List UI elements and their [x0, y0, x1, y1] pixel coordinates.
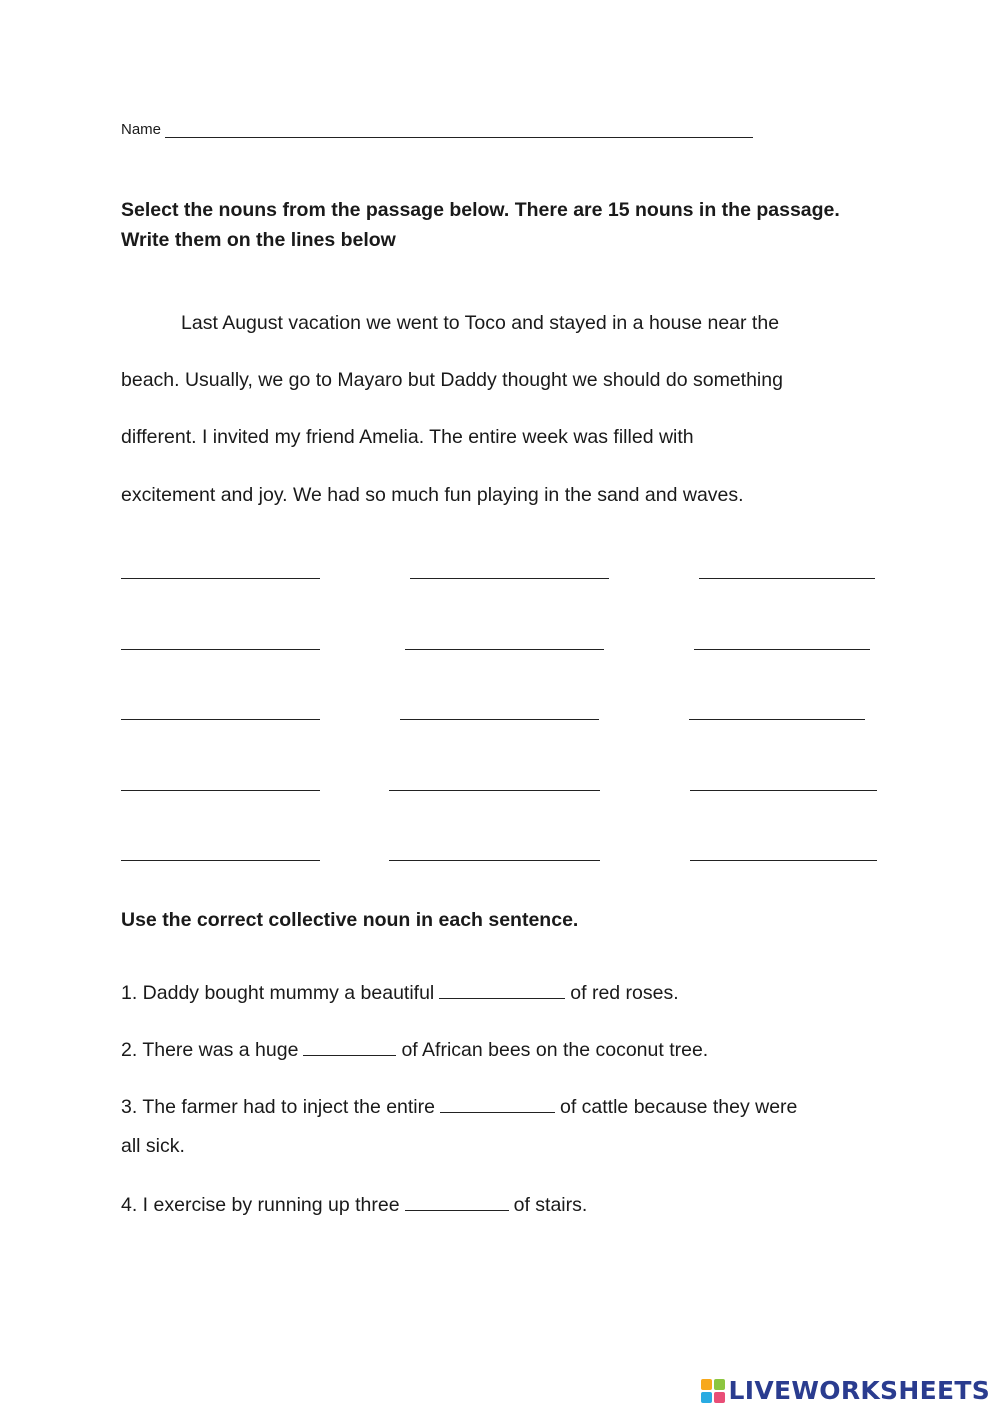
- collective-noun-heading: Use the correct collective noun in each sentence.: [121, 909, 579, 931]
- noun-answer-line[interactable]: [689, 719, 865, 720]
- name-row: [121, 121, 753, 138]
- passage-line-2: beach. Usually, we go to Mayaro but Daddy thought we should do something: [121, 369, 783, 391]
- liveworksheets-logo[interactable]: [701, 1376, 990, 1405]
- question-4-after: of stairs.: [513, 1194, 588, 1216]
- instruction-line-1: Select the nouns from the passage below. There are 15 nouns in the passage.: [121, 199, 840, 221]
- noun-answer-line[interactable]: [121, 578, 320, 579]
- question-4: [121, 1192, 587, 1217]
- passage-line-4: excitement and joy. We had so much fun playing in the sand and waves.: [121, 484, 744, 506]
- liveworksheets-logo-text: LIVEWORKSHEETS: [728, 1376, 990, 1405]
- question-4-blank[interactable]: [405, 1192, 509, 1211]
- question-2-blank[interactable]: [303, 1037, 396, 1056]
- name-label: Name: [121, 121, 162, 138]
- noun-answer-line[interactable]: [389, 790, 600, 791]
- question-1-blank[interactable]: [439, 980, 565, 999]
- noun-answer-line[interactable]: [400, 719, 599, 720]
- question-3-after: of cattle because they were: [559, 1096, 798, 1118]
- question-3: [121, 1094, 797, 1119]
- noun-answer-line[interactable]: [405, 649, 604, 650]
- question-4-before: 4. I exercise by running up three: [121, 1194, 400, 1216]
- noun-answer-line[interactable]: [389, 860, 600, 861]
- passage-line-3: different. I invited my friend Amelia. The entire week was filled with: [121, 426, 694, 448]
- noun-answer-line[interactable]: [121, 860, 320, 861]
- question-1-before: 1. Daddy bought mummy a beautiful: [121, 982, 435, 1004]
- question-3-before: 3. The farmer had to inject the entire: [121, 1096, 435, 1118]
- liveworksheets-logo-icon: [701, 1379, 725, 1403]
- noun-answer-line[interactable]: [690, 790, 877, 791]
- name-input-line[interactable]: [165, 123, 753, 138]
- question-1: [121, 980, 679, 1005]
- noun-answer-line[interactable]: [121, 719, 320, 720]
- noun-answer-line[interactable]: [694, 649, 870, 650]
- noun-answer-line[interactable]: [410, 578, 609, 579]
- passage-line-1: Last August vacation we went to Toco and stayed in a house near the: [181, 312, 780, 334]
- noun-answer-line[interactable]: [699, 578, 875, 579]
- question-2-before: 2. There was a huge: [121, 1039, 299, 1061]
- question-1-after: of red roses.: [570, 982, 679, 1004]
- question-2: [121, 1037, 708, 1062]
- question-3-blank[interactable]: [440, 1094, 555, 1113]
- noun-answer-line[interactable]: [121, 790, 320, 791]
- noun-answer-line[interactable]: [690, 860, 877, 861]
- noun-answer-line[interactable]: [121, 649, 320, 650]
- question-2-after: of African bees on the coconut tree.: [401, 1039, 709, 1061]
- question-3-continuation: all sick.: [121, 1135, 185, 1157]
- instruction-line-2: Write them on the lines below: [121, 229, 396, 251]
